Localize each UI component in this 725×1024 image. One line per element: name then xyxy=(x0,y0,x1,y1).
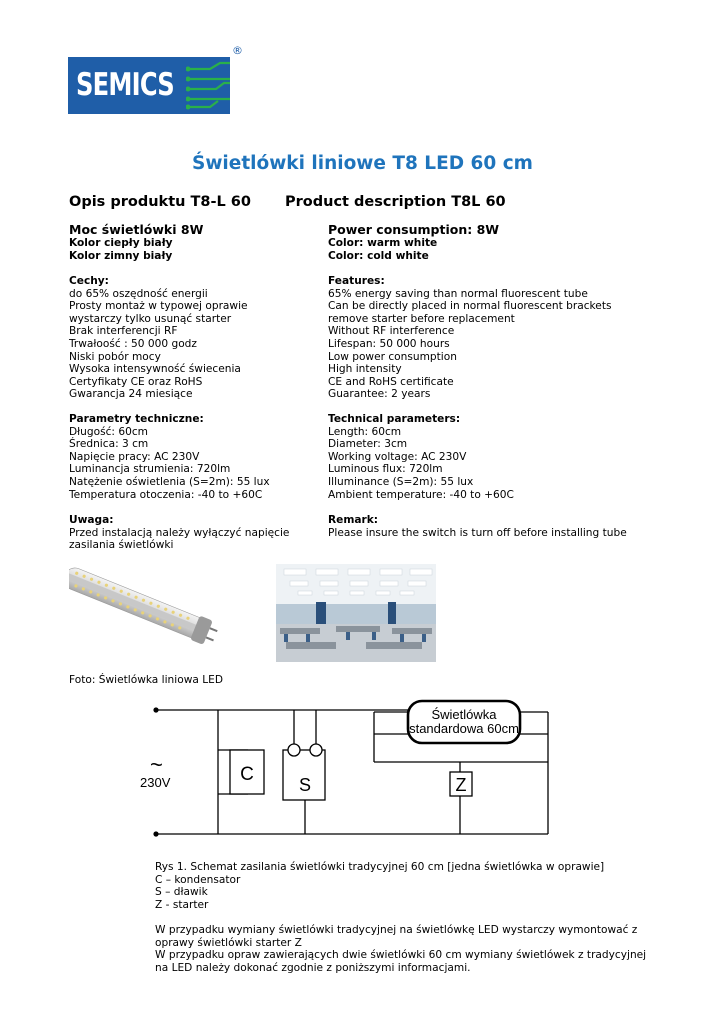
feature-item: High intensity xyxy=(328,363,402,376)
left-heading: Opis produktu T8-L 60 xyxy=(69,194,251,210)
param-item: Średnica: 3 cm xyxy=(69,438,149,451)
feature-item: wystarczy tylko usunąć starter xyxy=(69,312,232,325)
note-line: Please insure the switch is turn off before installing tube xyxy=(328,526,627,539)
color-pl-cold: Kolor zimny biały xyxy=(69,249,173,262)
feature-item: Low power consumption xyxy=(328,350,457,363)
paragraph-line: oprawy świetlówki starter Z xyxy=(155,936,302,949)
note-line: zasilania świetlówki xyxy=(69,539,174,552)
right-heading: Product description T8L 60 xyxy=(285,194,506,210)
power-pl: Moc świetlówki 8W xyxy=(69,222,204,237)
feature-item: Without RF interference xyxy=(328,325,455,338)
param-item: Luminous flux: 720lm xyxy=(328,463,443,476)
terminal-top-icon xyxy=(153,707,158,712)
color-en-cold: Color: cold white xyxy=(328,249,429,262)
features-pl xyxy=(69,275,248,401)
page-title: Świetlówki liniowe T8 LED 60 cm xyxy=(192,153,533,174)
legend-line: S – dławik xyxy=(155,886,208,899)
feature-item: Gwarancja 24 miesiące xyxy=(69,388,193,401)
feature-item: Lifespan: 50 000 hours xyxy=(328,337,450,350)
left-column xyxy=(69,222,203,262)
feature-item: CE and RoHS certificate xyxy=(328,375,454,388)
voltage-label: 230V xyxy=(140,775,171,790)
capacitor-label: C xyxy=(240,764,254,785)
features-en xyxy=(328,275,612,401)
note-line: Przed instalacją należy wyłączyć napięcie xyxy=(69,526,290,539)
note-title-pl: Uwaga: xyxy=(69,514,114,526)
feature-item: Wysoka intensywność świecenia xyxy=(69,363,241,376)
feature-item: Certyfikaty CE oraz RoHS xyxy=(69,375,203,388)
feature-item: Niski pobór mocy xyxy=(69,350,161,363)
param-item: Długość: 60cm xyxy=(69,425,148,438)
tube-label-2: standardowa 60cm xyxy=(409,721,519,736)
led-tube-photo xyxy=(69,566,219,662)
color-en-warm: Color: warm white xyxy=(328,237,438,249)
params-en xyxy=(328,413,514,501)
param-item: Napięcie pracy: AC 230V xyxy=(69,450,200,463)
paragraph-line: W przypadku wymiany świetlówki tradycyjnej na świetlówkę LED wystarczy wymontować z xyxy=(155,924,638,936)
power-en: Power consumption: 8W xyxy=(328,222,500,237)
note-en xyxy=(328,514,627,539)
tube-label-1: Świetlówka xyxy=(431,707,497,722)
params-title-pl: Parametry techniczne: xyxy=(69,413,204,425)
param-item: Natężenie oświetlenia (S=2m): 55 lux xyxy=(69,475,270,488)
choke-coil-right-icon xyxy=(310,744,322,756)
params-pl xyxy=(69,413,270,501)
semics-logo xyxy=(68,57,230,114)
wiring-diagram xyxy=(120,690,570,860)
note-title-en: Remark: xyxy=(328,514,379,526)
legend-line: Rys 1. Schemat zasilania świetlówki tradycyjnej 60 cm [jedna świetlówka w oprawie] xyxy=(155,861,605,873)
param-item: Length: 60cm xyxy=(328,425,402,438)
features-title-pl: Cechy: xyxy=(69,275,109,287)
param-item: Working voltage: AC 230V xyxy=(328,450,467,463)
circuit-lines-icon xyxy=(186,61,230,111)
note-pl xyxy=(69,514,289,552)
legend-line: Z - starter xyxy=(155,898,209,911)
choke-coil-left-icon xyxy=(288,744,300,756)
param-item: Temperatura otoczenia: -40 to +60C xyxy=(69,488,263,501)
office-lighting-photo xyxy=(276,564,436,662)
info-paragraphs xyxy=(155,924,646,974)
param-item: Diameter: 3cm xyxy=(328,438,408,451)
feature-item: Guarantee: 2 years xyxy=(328,388,431,401)
feature-item: Trwałoość : 50 000 godz xyxy=(69,337,197,350)
choke-label: S xyxy=(298,775,312,795)
diagram-legend xyxy=(155,861,604,911)
param-item: Ambient temperature: -40 to +60C xyxy=(328,488,514,501)
right-column xyxy=(328,222,499,262)
feature-item: Can be directly placed in normal fluorescent brackets xyxy=(328,300,612,313)
param-item: Illuminance (S=2m): 55 lux xyxy=(328,475,474,488)
ac-tilde: ~ xyxy=(150,752,163,777)
paragraph-line: na LED należy dokonać zgodnie z poniższymi informacjami. xyxy=(155,961,471,974)
legend-line: C – kondensator xyxy=(155,873,241,886)
logo-text: SEMICS xyxy=(76,67,174,103)
starter-label: Z xyxy=(455,775,467,795)
photo-caption: Foto: Świetlówka liniowa LED xyxy=(69,674,223,686)
feature-item: 65% energy saving than normal fluorescent tube xyxy=(328,287,588,300)
feature-item: Prosty montaż w typowej oprawie xyxy=(69,300,248,313)
paragraph-line: W przypadku opraw zawierających dwie świetlówki 60 cm wymiany świetlówek z tradycyjnej xyxy=(155,949,647,962)
params-title-en: Technical parameters: xyxy=(328,413,461,425)
feature-item: do 65% oszędność energii xyxy=(69,287,208,300)
feature-item: remove starter before replacement xyxy=(328,312,515,325)
terminal-bottom-icon xyxy=(153,831,158,836)
feature-item: Brak interferencji RF xyxy=(69,325,178,338)
param-item: Luminancja strumienia: 720lm xyxy=(69,463,231,476)
features-title-en: Features: xyxy=(328,275,385,287)
color-pl-warm: Kolor ciepły biały xyxy=(69,237,173,249)
registered-mark: ® xyxy=(232,44,243,57)
